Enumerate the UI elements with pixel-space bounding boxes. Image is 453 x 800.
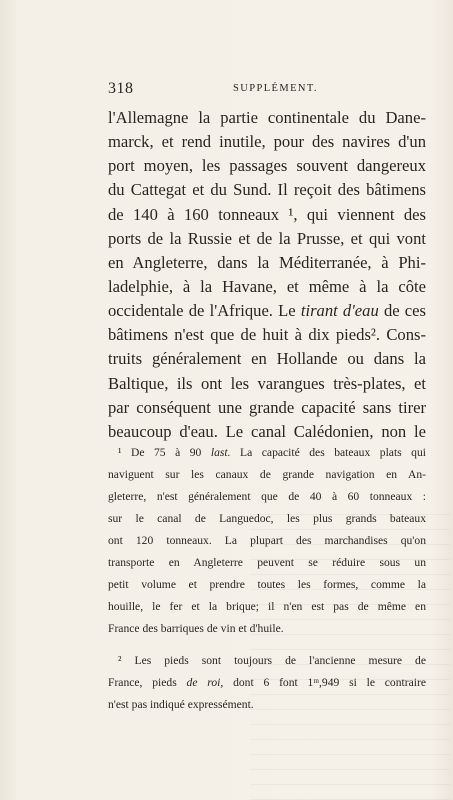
text-segment: France, pieds — [108, 676, 177, 689]
text-line: en Angleterre, dans la Méditerranée, à Phi- — [108, 252, 426, 272]
footnote-1-line: transporte en Angleterre peuvent se réduire sous un — [108, 556, 426, 569]
italic-term: de roi, — [186, 676, 224, 689]
main-text — [108, 106, 426, 444]
footnote-1-line: sur le canal de Languedoc, les plus grands bateaux — [108, 512, 426, 525]
footnote-2-line: n'est pas indiqué expressément. — [108, 698, 254, 711]
text-line: par conséquent une grande capacité sans tirer — [108, 397, 426, 417]
footnote-1-line: ont 120 tonneaux. La plupart des marchandises qu'on — [108, 534, 426, 547]
italic-term: tirant d'eau — [300, 301, 379, 321]
italic-term: last. — [210, 446, 231, 459]
footnote-1-line: France des barriques de vin et d'huile. — [108, 622, 284, 635]
text-line: marck, et rend inutile, pour des navires d'un — [108, 132, 426, 152]
footnote-1-line: houille, le fer et la brique; il n'en est pas de même en — [108, 600, 426, 613]
text-line: beaucoup d'eau. Le canal Calédonien, non le — [108, 421, 426, 441]
footnote-1-line: gleterre, n'est généralement que de 40 à 60 tonneaux : — [108, 490, 426, 503]
text-segment: La capacité des bateaux plats qui — [240, 446, 426, 459]
text-line: l'Allemagne la partie continentale du Dane- — [108, 108, 426, 127]
text-line: du Cattegat et du Sund. Il reçoit des bâtimens — [108, 180, 426, 200]
footnote-1-line — [108, 442, 426, 464]
text-line: de 140 à 160 tonneaux ¹, qui viennent des — [108, 204, 426, 224]
footnote-gap — [108, 640, 426, 650]
footnote-2-line — [108, 672, 426, 694]
running-head: SUPPLÉMENT. — [233, 83, 318, 94]
footnotes — [108, 442, 426, 716]
page-header — [108, 80, 426, 102]
text-line: port moyen, les passages souvent dangereux — [108, 156, 426, 176]
text-line: truits généralement en Hollande ou dans la — [108, 349, 426, 369]
footnote-2-line: ² Les pieds sont toujours de l'ancienne mesure de — [118, 654, 426, 667]
text-line-with-italic — [108, 299, 426, 323]
text-line: ladelphie, à la Havane, et même à la côte — [108, 276, 426, 296]
page-number: 318 — [108, 80, 134, 97]
footnote-marker-text: ¹ De 75 à 90 — [118, 446, 202, 459]
text-line: Baltique, ils ont les varangues très-plates, et — [108, 373, 426, 393]
text-segment: occidentale de l'Afrique. Le — [108, 301, 296, 321]
footnote-1-line: naviguent sur les canaux de grande navigation en An- — [108, 468, 426, 481]
text-segment: dont 6 font 1ᵐ,949 si le contraire — [233, 676, 426, 689]
text-line: bâtimens n'est que de huit à dix pieds². Cons- — [108, 325, 426, 345]
text-segment: de ces — [383, 301, 426, 321]
footnote-1-line: petit volume et prendre toutes les formes, comme la — [108, 578, 426, 591]
text-line: ports de la Russie et de la Prusse, et qui vont — [108, 228, 426, 248]
